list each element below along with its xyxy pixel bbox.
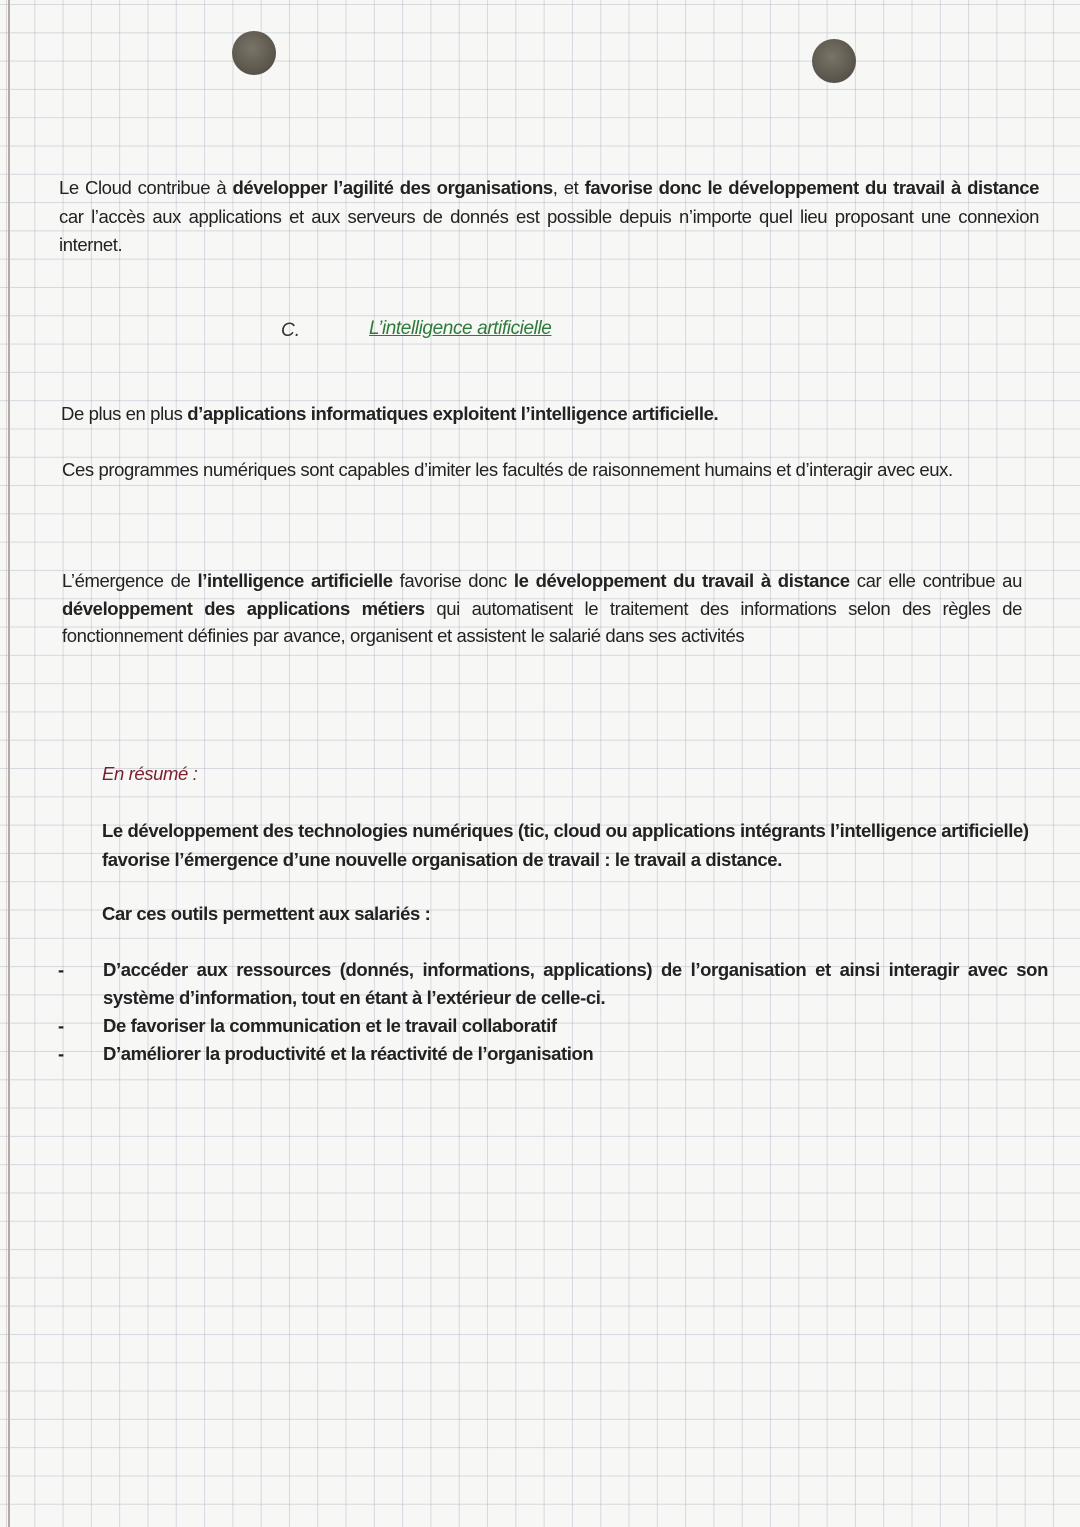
- margin-line: [8, 0, 10, 1527]
- summary-text: Le développement des technologies numériques (tic, cloud ou applications intégrants l’intelligence artificielle) favorise l’émergence d’une nouvelle organisation de travail : le travail a distance.: [102, 820, 1029, 870]
- text-run-bold: développement des applications métiers: [62, 597, 425, 619]
- text-run: L’émergence de: [62, 570, 198, 591]
- list-item: [58, 1012, 1048, 1040]
- summary-intro: Car ces outils permettent aux salariés :: [102, 903, 431, 924]
- bullet-text: De favoriser la communication et le travail collaboratif: [103, 1015, 557, 1036]
- paragraph-ai-programs: Ces programmes numériques sont capables d’imiter les facultés de raisonnement humains et d’interagir avec eux.: [62, 459, 953, 480]
- text-run: , et: [552, 177, 585, 198]
- text-run: Le Cloud contribue à: [59, 177, 233, 198]
- bullet-dash: -: [58, 1043, 64, 1064]
- bullet-dash: -: [58, 1015, 64, 1036]
- section-letter: C.: [281, 320, 300, 341]
- paragraph-ai-emergence: [62, 567, 1022, 650]
- text-run-bold: le développement du travail à distance: [513, 570, 850, 591]
- summary-heading: En résumé :: [102, 763, 198, 784]
- text-run: car elle contribue au: [849, 570, 1022, 591]
- summary-bullet-list: [58, 956, 1048, 1068]
- text-run: favorise donc: [392, 570, 514, 591]
- text-run-bold: d’applications informatiques exploitent l’intelligence artificielle.: [187, 403, 719, 424]
- paragraph-ai-intro: [61, 400, 1041, 429]
- punch-hole-left: [232, 31, 276, 75]
- text-run: De plus en plus: [61, 403, 188, 424]
- list-item: [58, 956, 1048, 1012]
- text-run-bold: développer l’agilité des organisations: [232, 177, 553, 198]
- text-run: qui automatisent le traitement des informations selon des règles de fonctionnement définies par avance, organisent et assistent le salarié dans ses activités: [62, 597, 1022, 646]
- bullet-text: D’améliorer la productivité et la réactivité de l’organisation: [103, 1043, 594, 1064]
- bullet-dash: -: [58, 959, 64, 980]
- bullet-text: D’accéder aux ressources (donnés, informations, applications) de l’organisation et ainsi interagir avec son système d’information, tout en étant à l’extérieur de celle-ci.: [103, 959, 1048, 1008]
- list-item: [58, 1040, 1048, 1068]
- paragraph-cloud: [59, 174, 1039, 260]
- text-run: car l’accès aux applications et aux serveurs de donnés est possible depuis n’importe quel lieu proposant une connexion internet.: [59, 205, 1039, 255]
- section-title: L’intelligence artificielle: [369, 318, 552, 339]
- text-run-bold: favorise donc le développement du travail à distance: [584, 177, 1039, 198]
- punch-hole-right: [812, 39, 856, 83]
- text-run-bold: l’intelligence artificielle: [197, 570, 393, 591]
